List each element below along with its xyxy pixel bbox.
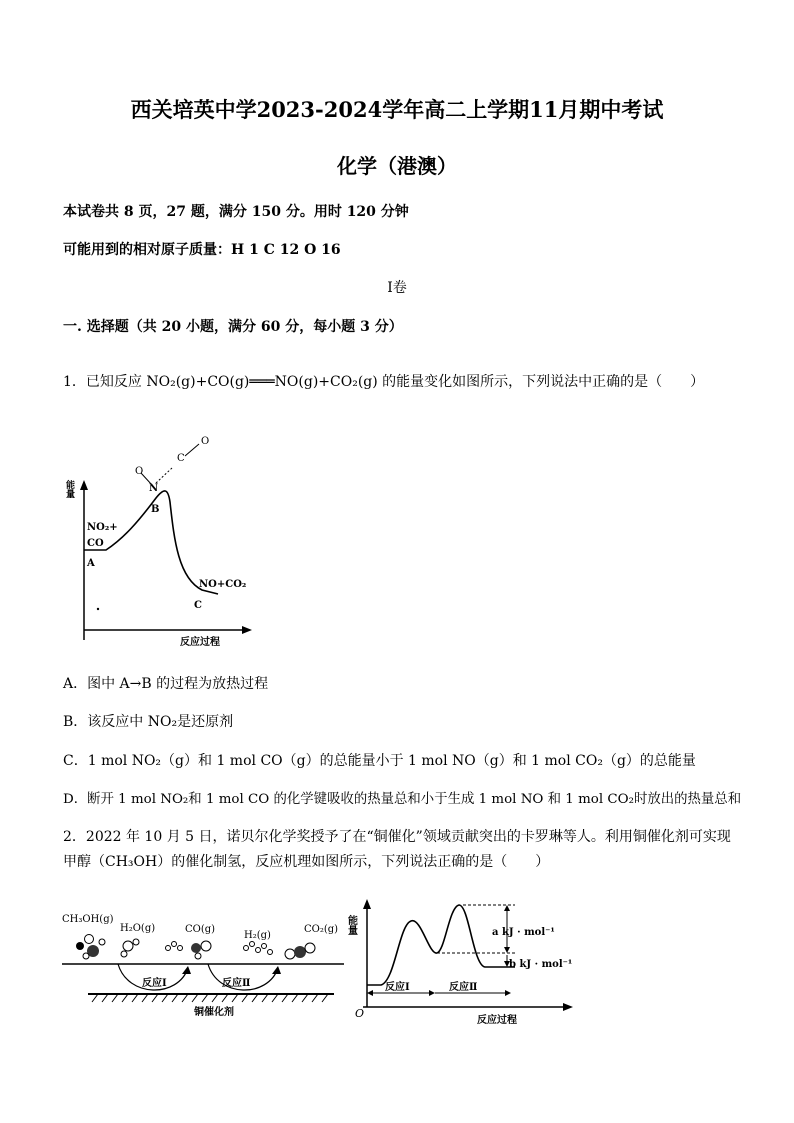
q1-option-b: B．该反应中 NO₂是还原剂 xyxy=(63,714,234,730)
q1-atom-o2: O xyxy=(201,436,210,447)
q1-atom-c: C xyxy=(177,453,185,464)
atomic-masses: 可能用到的相对原子质量：H 1 C 12 O 16 xyxy=(63,242,341,258)
q2-co-label: CO(g) xyxy=(185,924,216,935)
q1-reactants-2: CO xyxy=(87,538,104,549)
q2-step1-label: 反应Ⅰ xyxy=(142,978,167,989)
q2-x-label: 反应过程 xyxy=(477,1015,517,1025)
q2-y-label: 能量 xyxy=(345,915,357,935)
q1-option-c: C．1 mol NO₂（g）和 1 mol CO（g）的总能量小于 1 mol NO（g）和 1 mol CO₂（g）的总能量 xyxy=(63,753,696,769)
q2-molecules xyxy=(76,935,315,960)
q1-dot xyxy=(97,608,99,610)
q1-stem: 1．已知反应 NO₂(g)+CO(g)═══NO(g)+CO₂(g) 的能量变化如图所示，下列说法中正确的是（ ） xyxy=(63,374,705,390)
q2-step2-label-r: 反应Ⅱ xyxy=(449,982,478,993)
exam-info: 本试卷共 8 页，27 题，满分 150 分。用时 120 分钟 xyxy=(63,204,409,220)
q1-label-a: A xyxy=(87,558,95,569)
q1-label-b: B xyxy=(151,504,160,515)
q2-co2-label: CO₂(g) xyxy=(304,924,339,935)
q1-atom-o: O xyxy=(135,466,144,477)
q1-products: NO+CO₂ xyxy=(199,579,247,590)
q1-option-a: A．图中 A→B 的过程为放热过程 xyxy=(63,676,269,692)
q1-y-arrow xyxy=(80,480,88,490)
section-heading: 一. 选择题（共 20 小题，满分 60 分，每小题 3 分） xyxy=(63,319,403,335)
q1-x-label: 反应过程 xyxy=(180,637,220,648)
q1-reactants-1: NO₂+ xyxy=(87,522,118,533)
volume-label: Ⅰ卷 xyxy=(387,280,407,296)
q1-y-label-1: 能量 xyxy=(64,480,74,498)
q2-energy-diagram xyxy=(345,895,580,1025)
q1-x-arrow xyxy=(242,626,252,634)
q2-mechanism-diagram xyxy=(58,898,348,1018)
subject-title: 化学（港澳） xyxy=(337,154,457,178)
q2-energy-curve xyxy=(367,905,515,985)
q2-origin: O xyxy=(355,1007,365,1020)
q1-atom-n: N xyxy=(149,483,159,494)
q2-a-label: a kJ · mol⁻¹ xyxy=(492,927,555,938)
q2-b-label: b kJ · mol⁻¹ xyxy=(509,959,573,970)
q2-step2-label: 反应Ⅱ xyxy=(222,978,251,989)
exam-title: 西关培英中学2023-2024学年高二上学期11月期中考试 xyxy=(130,97,664,122)
q2-catalyst-label: 铜催化剂 xyxy=(194,1007,234,1018)
q2-h2-label: H₂(g) xyxy=(244,930,271,941)
q1-label-c: C xyxy=(194,600,202,611)
q2-step1-label-r: 反应Ⅰ xyxy=(385,982,410,993)
q1-bond-co xyxy=(185,444,199,456)
q2-ch3oh-label: CH₃OH(g) xyxy=(62,914,114,925)
q1-bond-nc xyxy=(156,468,172,483)
q2-catalyst-hatch xyxy=(92,994,328,1002)
q1-energy-diagram xyxy=(60,428,260,648)
q2-stem-line2: 甲醇（CH₃OH）的催化制氢，反应机理如图所示，下列说法正确的是（ ） xyxy=(63,854,550,870)
q2-h2o-label: H₂O(g) xyxy=(120,923,156,934)
q2-stem-line1: 2．2022 年 10 月 5 日，诺贝尔化学奖授予了在“铜催化”领域贡献突出的卡罗琳等人。利用铜催化剂可实现 xyxy=(63,829,731,845)
q1-option-d: D．断开 1 mol NO₂和 1 mol CO 的化学键吸收的热量总和小于生成 1 mol NO 和 1 mol CO₂时放出的热量总和 xyxy=(63,792,742,807)
